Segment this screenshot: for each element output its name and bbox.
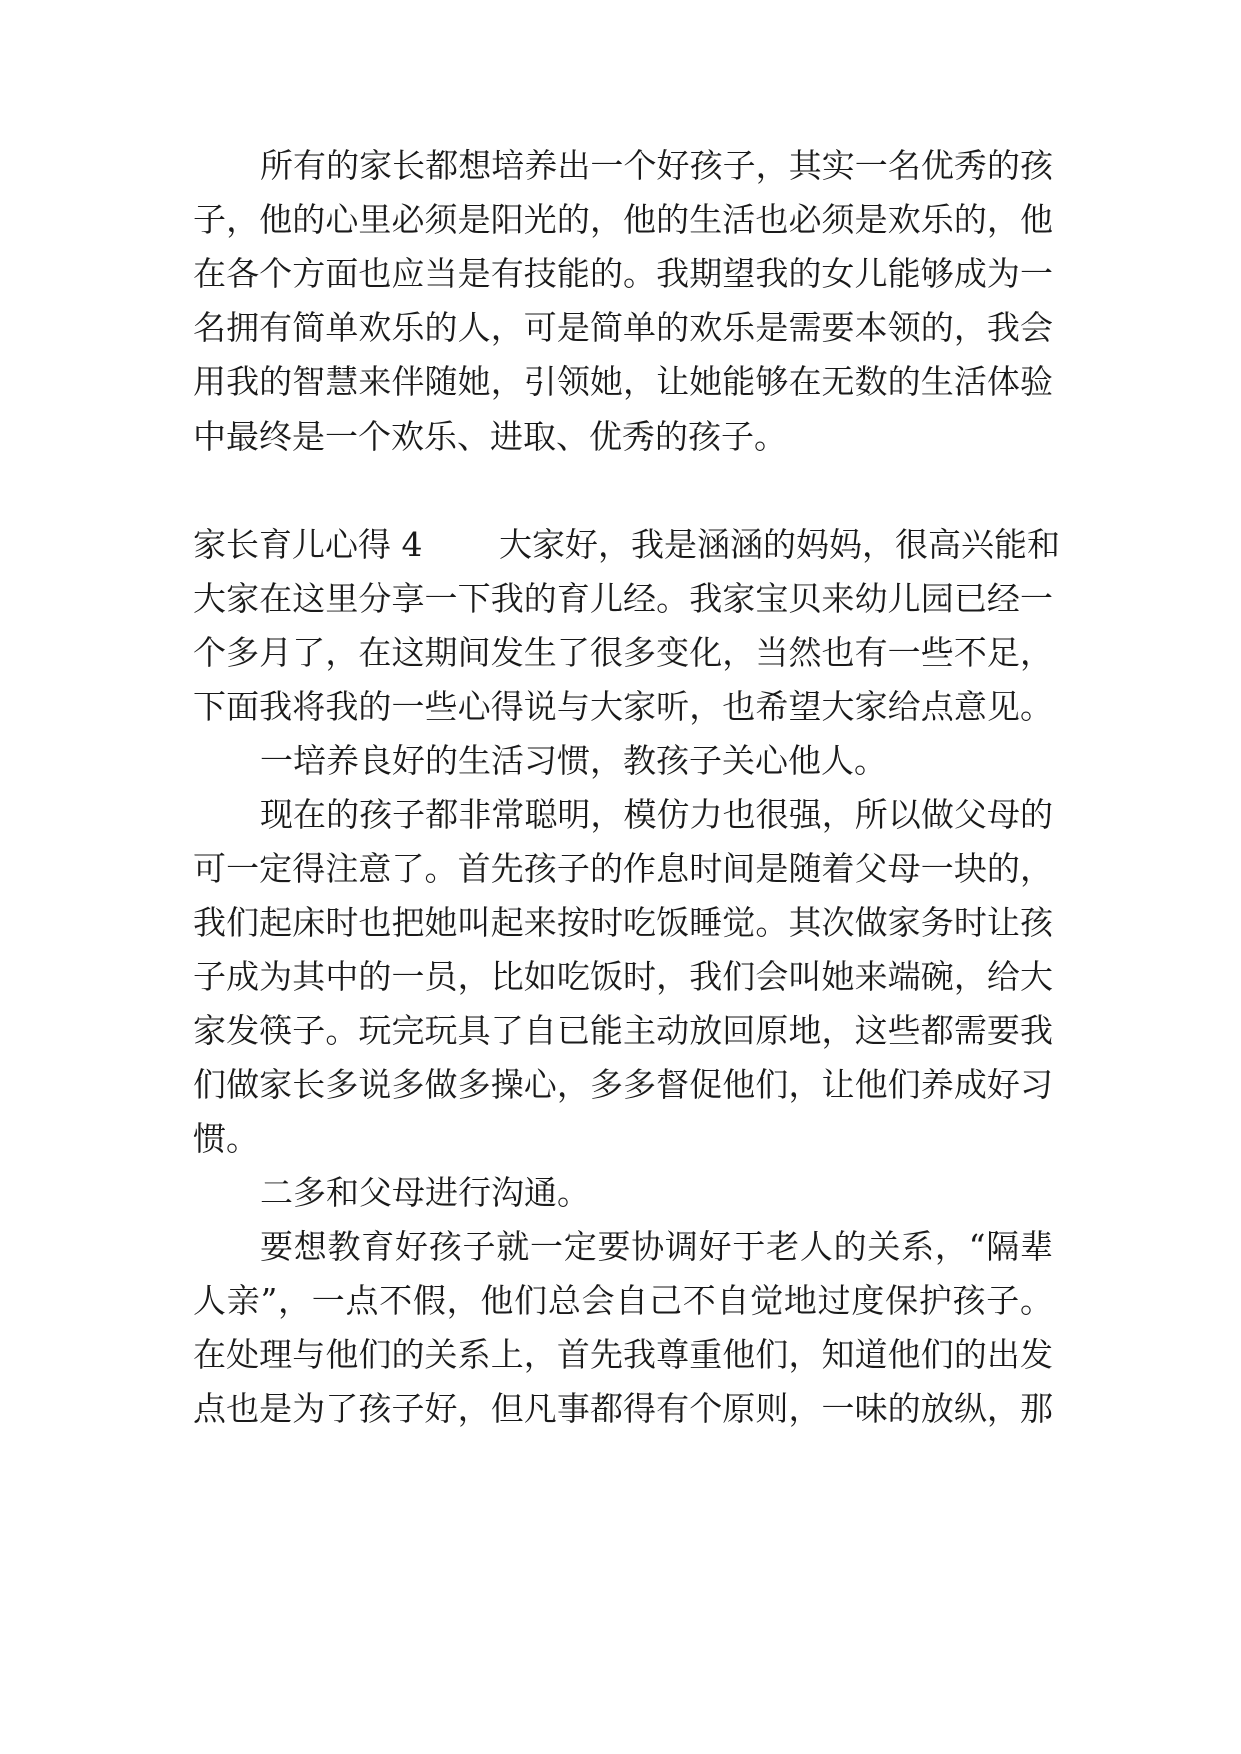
paragraph-line: 子成为其中的一员，比如吃饭时，我们会叫她来端碗，给大 [193,957,1053,996]
paragraph-line: 在处理与他们的关系上，首先我尊重他们，知道他们的出发 [193,1335,1053,1374]
paragraph-line: 用我的智慧来伴随她，引领她，让她能够在无数的生活体验 [193,362,1053,401]
section-title: 家长育儿心得 4 [193,525,423,564]
paragraph-line: 人亲”，一点不假，他们总会自己不自觉地过度保护孩子。 [193,1281,1053,1320]
paragraph-line: 点也是为了孩子好，但凡事都得有个原则，一味的放纵，那 [193,1389,1053,1428]
paragraph-line: 可一定得注意了。首先孩子的作息时间是随着父母一块的， [193,849,1053,888]
paragraph-line: 大家在这里分享一下我的育儿经。我家宝贝来幼儿园已经一 [193,579,1053,618]
paragraph-line: 惯。 [193,1119,259,1158]
section-heading-line [193,521,1060,569]
paragraph-line: 们做家长多说多做多操心，多多督促他们，让他们养成好习 [193,1065,1053,1104]
point-heading: 二多和父母进行沟通。 [260,1173,590,1212]
paragraph-line: 个多月了，在这期间发生了很多变化，当然也有一些不足， [193,633,1053,672]
paragraph-line: 在各个方面也应当是有技能的。我期望我的女儿能够成为一 [193,254,1053,293]
paragraph-line: 我们起床时也把她叫起来按时吃饭睡觉。其次做家务时让孩 [193,903,1053,942]
paragraph-line: 大家好，我是涵涵的妈妈，很高兴能和 [499,525,1060,564]
paragraph-line: 中最终是一个欢乐、进取、优秀的孩子。 [193,417,787,456]
paragraph-line: 名拥有简单欢乐的人，可是简单的欢乐是需要本领的，我会 [193,308,1053,347]
paragraph-line: 现在的孩子都非常聪明，模仿力也很强，所以做父母的 [260,795,1053,834]
paragraph-line: 家发筷子。玩完玩具了自已能主动放回原地，这些都需要我 [193,1011,1053,1050]
paragraph-line: 所有的家长都想培养出一个好孩子，其实一名优秀的孩 [260,146,1053,185]
point-heading: 一培养良好的生活习惯，教孩子关心他人。 [260,741,887,780]
paragraph-line: 下面我将我的一些心得说与大家听，也希望大家给点意见。 [193,687,1053,726]
paragraph-line: 子，他的心里必须是阳光的，他的生活也必须是欢乐的，他 [193,200,1053,239]
paragraph-line: 要想教育好孩子就一定要协调好于老人的关系，“隔辈 [260,1227,1053,1266]
